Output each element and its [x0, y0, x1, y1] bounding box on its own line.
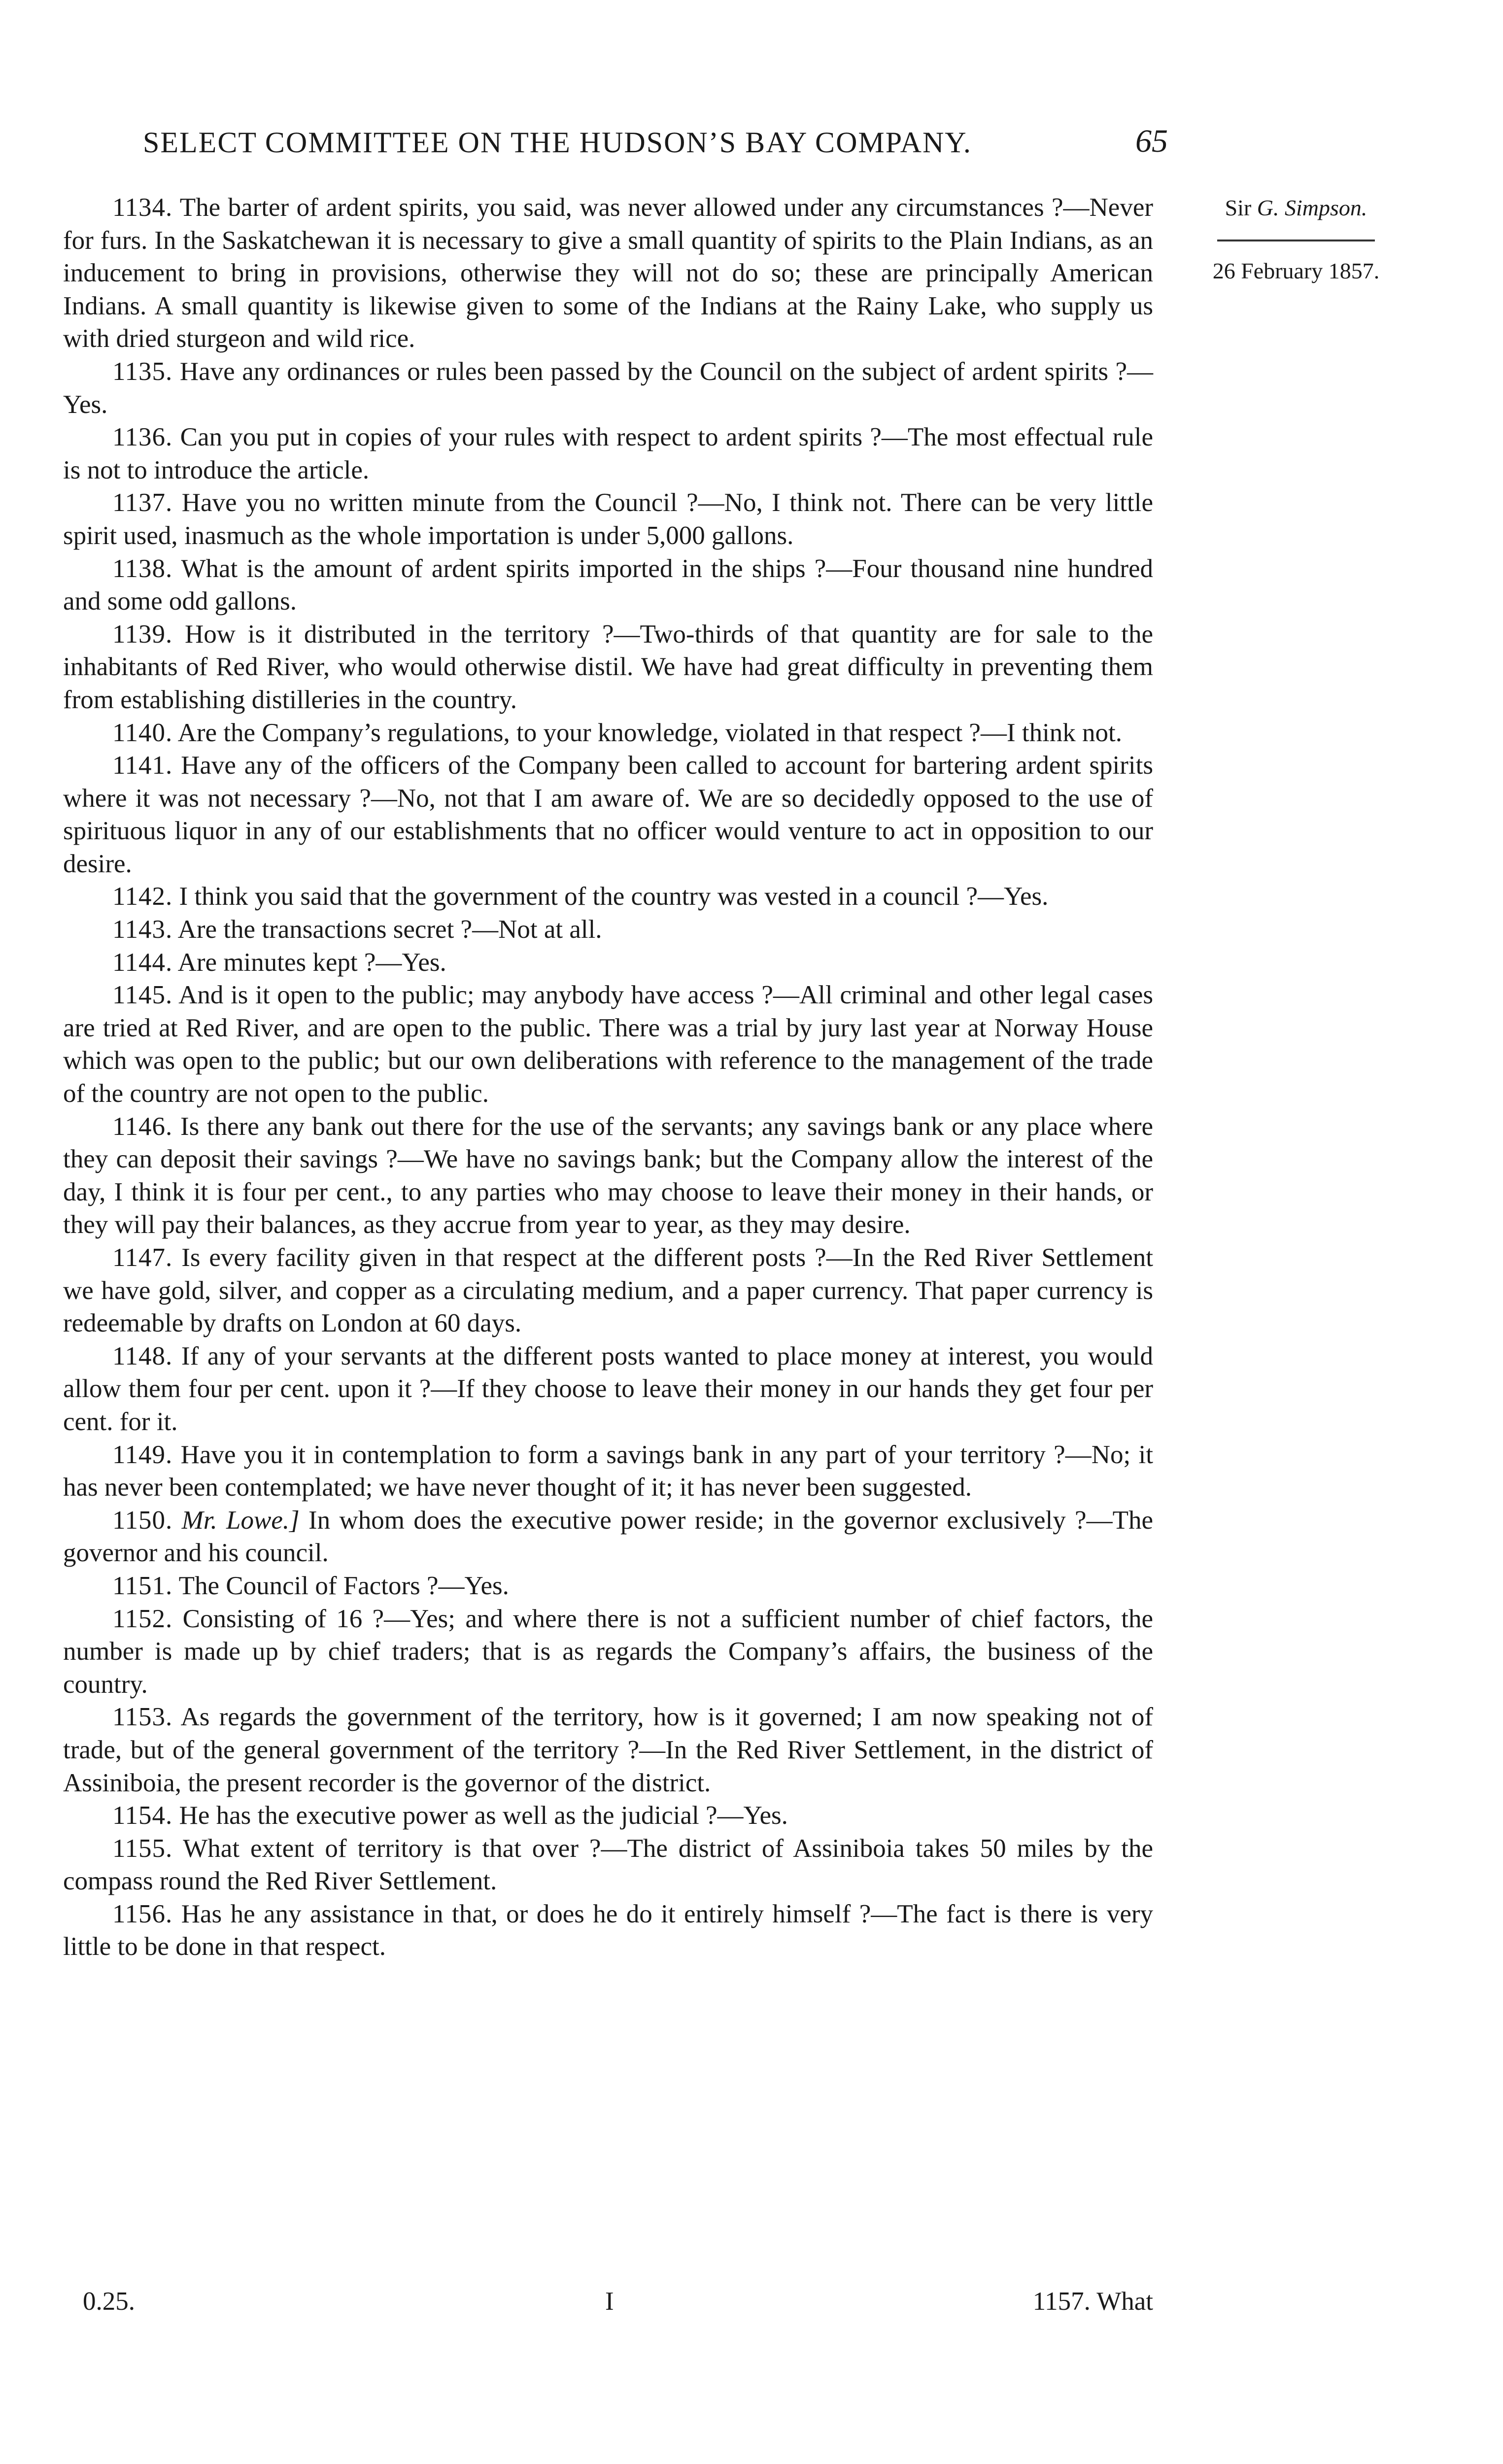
page-number: 65: [1135, 123, 1168, 159]
testimony-entry: [63, 1504, 1153, 1570]
question-answer-text: Are minutes kept ?—Yes.: [177, 948, 446, 977]
testimony-entry: [63, 618, 1153, 717]
question-answer-text: Have any ordinances or rules been passed by the Council on the subject of ardent spirits ?—Yes.: [63, 357, 1154, 419]
testimony-body: [63, 191, 1153, 1963]
margin-note: [1173, 193, 1419, 286]
question-answer-text: In whom does the executive power reside; in the governor exclusively ?—The governor and his council.: [63, 1506, 1153, 1568]
testimony-entry: [63, 1241, 1153, 1340]
testimony-entry: [63, 979, 1153, 1110]
question-answer-text: How is it distributed in the territory ?—Two-thirds of that quantity are for sale to the inhabitants of Red River, who would otherwise distil. We have had great difficulty in preventing them from establishing distilleries in the country.: [63, 619, 1153, 714]
question-answer-text: Have you no written minute from the Council ?—No, I think not. There can be very little spirit used, inasmuch as the whole importation is under 5,000 gallons.: [63, 488, 1153, 550]
question-number: 1156.: [112, 1899, 173, 1928]
question-answer-text: And is it open to the public; may anybody have access ?—All criminal and other legal cases are tried at Red River, and are open to the public. There was a trial by jury last year at Norway House which was open to the public; but our own deliberations with reference to the management of the trade of the country are not open to the public.: [63, 981, 1154, 1108]
question-answer-text: If any of your servants at the different posts wanted to place money at interest, you would allow them four per cent. upon it ?—If they choose to leave their money in our hands they get four per cent. for it.: [63, 1341, 1153, 1436]
margin-witness: [1173, 193, 1419, 223]
signature-mark: 0.25.: [83, 2287, 135, 2316]
margin-witness-prefix: Sir: [1225, 195, 1252, 220]
question-answer-text: Are the transactions secret ?—Not at all.: [177, 915, 602, 944]
testimony-entry: [63, 717, 1153, 750]
testimony-entry: [63, 1799, 1153, 1832]
question-answer-text: Are the Company’s regulations, to your knowledge, violated in that respect ?—I think not.: [177, 718, 1123, 747]
speaker-name: Mr. Lowe.]: [181, 1506, 300, 1535]
question-answer-text: The barter of ardent spirits, you said, was never allowed under any circumstances ?—Never for furs. In the Saskatchewan it is necessary to give a small quantity of spirits to the Plain Indians, as an inducement to bring in provisions, otherwise they will not do so; these are principally American Indians. A small quantity is likewise given to some of the Indians at the Rainy Lake, who supply us with dried sturgeon and wild rice.: [63, 193, 1153, 353]
question-answer-text: Is there any bank out there for the use of the servants; any savings bank or any place where they can deposit their savings ?—We have no savings bank; but the Company allow the interest of the day, I think it is four per cent., to any parties who may choose to leave their money in their hands, or they will pay their balances, as they accrue from year to year, as they may desire.: [63, 1112, 1153, 1239]
question-answer-text: Has he any assistance in that, or does he do it entirely himself ?—The fact is there is very little to be done in that respect.: [63, 1899, 1154, 1961]
margin-rule: [1217, 240, 1375, 241]
question-number: 1154.: [112, 1801, 173, 1830]
question-answer-text: As regards the government of the territory, how is it governed; I am now speaking not of trade, but of the general government of the territory ?—In the Red River Settlement, in the district of Assiniboia, the present recorder is the governor of the district.: [63, 1703, 1153, 1797]
testimony-entry: [63, 749, 1153, 880]
testimony-entry: [63, 1603, 1153, 1701]
testimony-entry: [63, 1898, 1153, 1963]
question-answer-text: Consisting of 16 ?—Yes; and where there is not a sufficient number of chief factors, the number is made up by chief traders; that is as regards the Company’s affairs, the business of the country.: [63, 1604, 1154, 1699]
question-answer-text: The Council of Factors ?—Yes.: [178, 1571, 509, 1600]
question-number: 1148.: [112, 1341, 173, 1370]
testimony-entry: [63, 1701, 1153, 1799]
testimony-entry: [63, 1832, 1153, 1898]
testimony-entry: [63, 191, 1153, 355]
question-answer-text: What is the amount of ardent spirits imported in the ships ?—Four thousand nine hundred and some odd gallons.: [63, 554, 1153, 616]
running-head: [143, 123, 1168, 170]
testimony-entry: [63, 1570, 1153, 1603]
question-answer-text: Have you it in contemplation to form a savings bank in any part of your territory ?—No; it has never been contemplated; we have never thought of it; it has never been suggested.: [63, 1440, 1154, 1502]
testimony-entry: [63, 355, 1153, 421]
question-answer-text: Is every facility given in that respect at the different posts ?—In the Red River Settlement we have gold, silver, and copper as a circulating medium, and a paper currency. That paper currency is redeemable by drafts on London at 60 days.: [63, 1243, 1153, 1338]
testimony-entry: [63, 1110, 1153, 1241]
question-number: 1141.: [112, 751, 173, 780]
question-number: 1149.: [112, 1440, 173, 1469]
question-number: 1135.: [112, 357, 173, 386]
testimony-entry: [63, 946, 1153, 979]
testimony-entry: [63, 421, 1153, 486]
testimony-entry: [63, 913, 1153, 946]
question-answer-text: Can you put in copies of your rules with respect to ardent spirits ?—The most effectual rule is not to introduce the article.: [63, 423, 1154, 484]
question-number: 1138.: [112, 554, 173, 583]
question-number: 1150.: [112, 1506, 173, 1535]
question-number: 1152.: [112, 1604, 173, 1633]
margin-date: 26 February 1857.: [1212, 258, 1380, 283]
margin-witness-name: G. Simpson.: [1257, 195, 1367, 220]
running-title: SELECT COMMITTEE ON THE HUDSON’S BAY COMPANY.: [143, 126, 972, 159]
gathering-signature: I: [605, 2287, 614, 2316]
page-footer: [63, 2287, 1153, 2326]
question-number: 1144.: [112, 948, 173, 977]
question-number: 1134.: [112, 193, 173, 222]
question-number: 1143.: [112, 915, 173, 944]
testimony-entry: [63, 880, 1153, 913]
question-number: 1137.: [112, 488, 173, 517]
question-answer-text: I think you said that the government of the country was vested in a council ?—Yes.: [179, 882, 1049, 911]
question-number: 1155.: [112, 1834, 173, 1863]
question-answer-text: What extent of territory is that over ?—The district of Assiniboia takes 50 miles by the compass round the Red River Settlement.: [63, 1834, 1153, 1896]
question-number: 1147.: [112, 1243, 173, 1272]
testimony-entry: [63, 1438, 1153, 1504]
testimony-entry: [63, 1340, 1153, 1438]
testimony-entry: [63, 552, 1153, 618]
question-number: 1139.: [112, 619, 173, 649]
question-number: 1153.: [112, 1703, 173, 1732]
question-number: 1140.: [112, 718, 173, 747]
question-number: 1136.: [112, 423, 173, 452]
catchword: 1157. What: [1032, 2287, 1153, 2316]
question-answer-text: He has the executive power as well as the judicial ?—Yes.: [179, 1801, 788, 1830]
testimony-entry: [63, 486, 1153, 552]
question-number: 1146.: [112, 1112, 173, 1141]
question-number: 1145.: [112, 981, 173, 1010]
question-number: 1151.: [112, 1571, 173, 1600]
question-number: 1142.: [112, 882, 173, 911]
question-answer-text: Have any of the officers of the Company been called to account for bartering ardent spirits where it was not necessary ?—No, not that I am aware of. We are so decidedly opposed to the use of spirituous liquor in any of our establishments that no officer would venture to act in opposition to our desire.: [63, 751, 1153, 878]
